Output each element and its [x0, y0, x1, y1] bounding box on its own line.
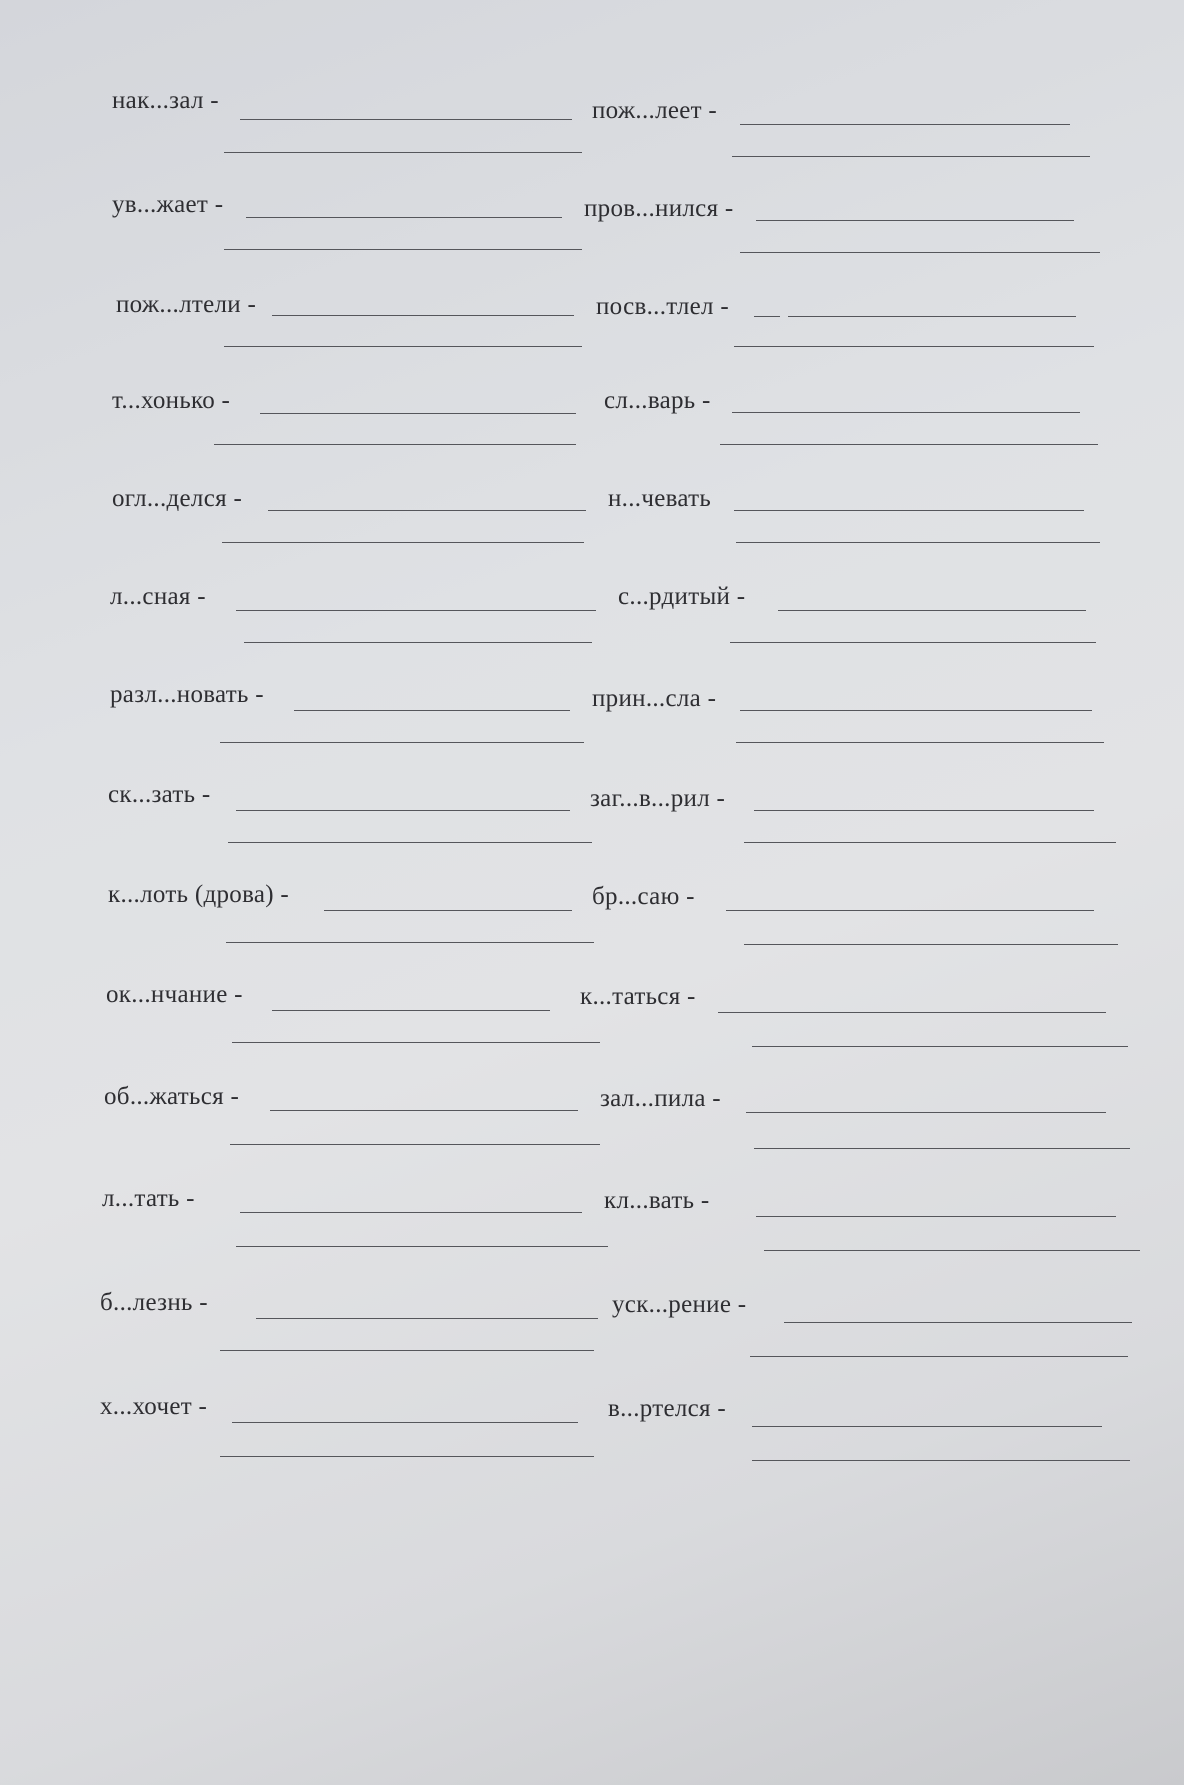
word-left: огл...делся - — [112, 485, 243, 512]
word-left: ск...зать - — [108, 781, 211, 808]
answer-line[interactable] — [246, 217, 562, 218]
word-right: к...таться - — [580, 983, 696, 1010]
answer-line[interactable] — [324, 910, 572, 911]
answer-line[interactable] — [736, 742, 1104, 743]
answer-line[interactable] — [220, 1350, 594, 1351]
answer-line[interactable] — [730, 642, 1096, 643]
answer-line[interactable] — [228, 842, 592, 843]
answer-line[interactable] — [736, 542, 1100, 543]
answer-line[interactable] — [752, 1426, 1102, 1427]
answer-line[interactable] — [220, 1456, 594, 1457]
word-right: с...рдитый - — [618, 583, 746, 610]
answer-line[interactable] — [272, 315, 574, 316]
answer-line[interactable] — [754, 316, 780, 317]
word-right: н...чевать — [608, 485, 712, 512]
answer-line[interactable] — [778, 610, 1086, 611]
answer-line[interactable] — [256, 1318, 598, 1319]
answer-line[interactable] — [740, 710, 1092, 711]
word-right: в...ртелся - — [608, 1395, 726, 1422]
answer-line[interactable] — [224, 346, 582, 347]
word-right: кл...вать - — [604, 1187, 710, 1214]
answer-line[interactable] — [240, 1212, 582, 1213]
answer-line[interactable] — [226, 942, 594, 943]
answer-line[interactable] — [718, 1012, 1106, 1013]
answer-line[interactable] — [734, 346, 1094, 347]
word-right: прин...сла - — [592, 685, 717, 712]
answer-line[interactable] — [720, 444, 1098, 445]
word-right: пож...леет - — [592, 97, 718, 124]
answer-line[interactable] — [236, 810, 570, 811]
answer-line[interactable] — [270, 1110, 578, 1111]
answer-line[interactable] — [240, 119, 572, 120]
answer-line[interactable] — [752, 1046, 1128, 1047]
answer-line[interactable] — [268, 510, 586, 511]
answer-line[interactable] — [214, 444, 576, 445]
word-left: л...сная - — [110, 583, 206, 610]
answer-line[interactable] — [784, 1322, 1132, 1323]
answer-line[interactable] — [752, 1460, 1130, 1461]
answer-line[interactable] — [222, 542, 584, 543]
answer-line[interactable] — [260, 413, 576, 414]
answer-line[interactable] — [220, 742, 584, 743]
answer-line[interactable] — [750, 1356, 1128, 1357]
word-left: х...хочет - — [100, 1393, 208, 1420]
word-right: посв...тлел - — [596, 293, 729, 320]
answer-line[interactable] — [244, 642, 592, 643]
word-left: л...тать - — [102, 1185, 195, 1212]
word-right: зал...пила - — [600, 1085, 721, 1112]
answer-line[interactable] — [232, 1422, 578, 1423]
answer-line[interactable] — [732, 156, 1090, 157]
answer-line[interactable] — [744, 944, 1118, 945]
answer-line[interactable] — [236, 610, 596, 611]
answer-line[interactable] — [788, 316, 1076, 317]
word-right: уск...рение - — [612, 1291, 747, 1318]
word-right: сл...варь - — [604, 387, 711, 414]
word-left: ув...жает - — [112, 191, 224, 218]
answer-line[interactable] — [232, 1042, 600, 1043]
word-left: нак...зал - — [112, 87, 219, 114]
answer-line[interactable] — [272, 1010, 550, 1011]
answer-line[interactable] — [740, 252, 1100, 253]
word-left: пож...лтели - — [116, 291, 257, 318]
answer-line[interactable] — [224, 152, 582, 153]
answer-line[interactable] — [224, 249, 582, 250]
word-left: б...лезнь - — [100, 1289, 208, 1316]
answer-line[interactable] — [732, 412, 1080, 413]
answer-line[interactable] — [754, 810, 1094, 811]
answer-line[interactable] — [756, 220, 1074, 221]
word-left: т...хонько - — [112, 387, 231, 414]
answer-line[interactable] — [236, 1246, 608, 1247]
word-left: ок...нчание - — [106, 981, 243, 1008]
answer-line[interactable] — [746, 1112, 1106, 1113]
word-right: бр...саю - — [592, 883, 695, 910]
answer-line[interactable] — [726, 910, 1094, 911]
answer-line[interactable] — [740, 124, 1070, 125]
answer-line[interactable] — [230, 1144, 600, 1145]
answer-line[interactable] — [764, 1250, 1140, 1251]
word-right: заг...в...рил - — [590, 785, 726, 812]
answer-line[interactable] — [744, 842, 1116, 843]
word-right: пров...нился - — [584, 195, 734, 222]
answer-line[interactable] — [756, 1216, 1116, 1217]
answer-line[interactable] — [754, 1148, 1130, 1149]
word-left: об...жаться - — [104, 1083, 240, 1110]
word-left: разл...новать - — [110, 681, 264, 708]
answer-line[interactable] — [734, 510, 1084, 511]
answer-line[interactable] — [294, 710, 570, 711]
word-left: к...лоть (дрова) - — [108, 881, 290, 908]
